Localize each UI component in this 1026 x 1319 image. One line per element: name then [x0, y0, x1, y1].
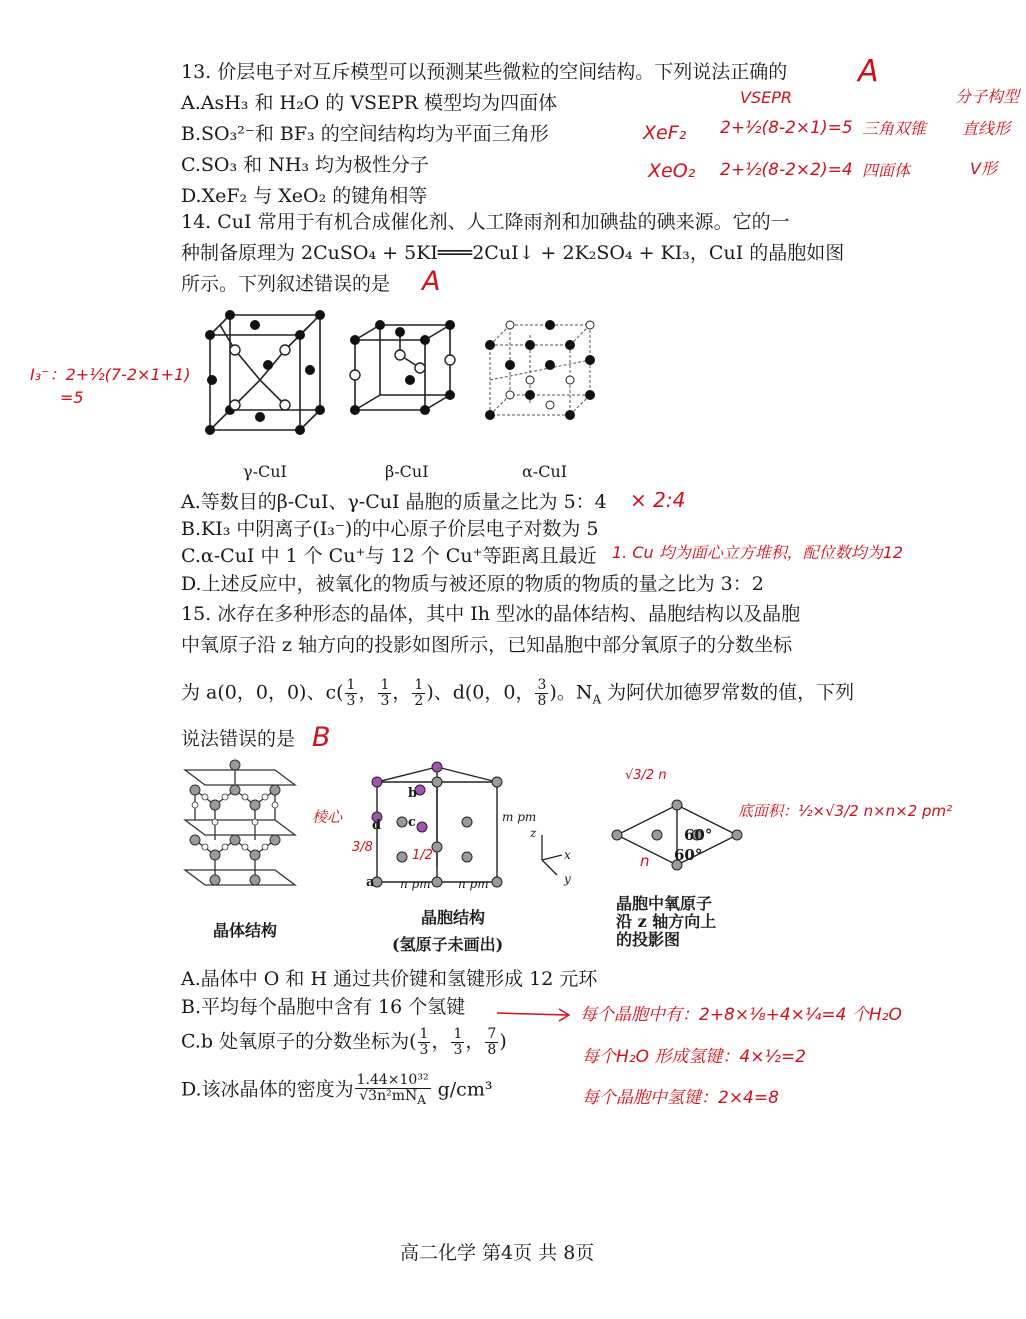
q14-stem-line2: 种制备原理为 2CuSO₄ + 5KI═══2CuI↓ + 2K₂SO₄ + KI₃，CuI 的晶胞如图 — [181, 242, 845, 264]
note-base-area: 底面积：½×√3/2 n×n×2 pm² — [738, 802, 953, 820]
q15-stem-line4: 说法错误的是 — [181, 728, 296, 750]
note-xeo2-calc: 2+½(8-2×2)=4 — [720, 160, 853, 180]
caption-unit-cell-note: (氢原子未画出) — [392, 935, 504, 954]
label-m-pm: m pm — [502, 810, 537, 824]
note-xef2-vsepr: 三角双锥 — [862, 119, 927, 138]
note-vsepr-label: VSEPR — [740, 88, 792, 107]
note-edge-center: 棱心 — [312, 808, 343, 826]
caption-beta-cui: β-CuI — [385, 462, 429, 481]
page-footer: 高二化学 第4页 共 8页 — [400, 1242, 595, 1264]
q15-stem-line2: 中氧原子沿 z 轴方向的投影如图所示，已知晶胞中部分氧原子的分数坐标 — [181, 634, 793, 656]
note-i3-calc: I₃⁻：2+½(7-2×1+1) — [30, 365, 191, 384]
note-b-bonds-per-water: 每个H₂O 形成氢键：4×½=2 — [582, 1047, 806, 1067]
q13-option-c: C.SO₃ 和 NH₃ 均为极性分子 — [181, 154, 430, 176]
beta-cui-cell — [350, 320, 470, 430]
label-point-a: a — [366, 875, 375, 890]
q13-answer: A — [858, 54, 879, 89]
label-point-c: c — [408, 815, 416, 830]
q13-option-b: B.SO₃²⁻和 BF₃ 的空间结构均为平面三角形 — [181, 123, 549, 145]
q15-option-d: D.该冰晶体的密度为 $\frac{\text{1.44×10³²}}{√3n^2mN_A}$ g/cm³ — [181, 1072, 493, 1107]
note-xef2: XeF₂ — [643, 122, 687, 144]
angle-label-2: 60° — [674, 846, 703, 864]
q14-option-d: D.上述反应中，被氧化的物质与被还原的物质的物质的量之比为 3：2 — [181, 573, 764, 595]
annotation-arrow — [497, 1003, 577, 1023]
note-frac-3-8: 3/8 — [352, 840, 373, 855]
axis-z-label: z — [530, 826, 537, 840]
ice-unit-cell — [372, 762, 522, 882]
note-i3-result: =5 — [60, 388, 84, 407]
caption-crystal-structure: 晶体结构 — [213, 921, 278, 940]
q14-stem-line1: 14. CuI 常用于有机合成催化剂、人工降雨剂和加碘盐的碘来源。它的一 — [181, 211, 790, 233]
note-xeo2: XeO₂ — [648, 160, 696, 182]
q13-stem: 13. 价层电子对互斥模型可以预测某些微粒的空间结构。下列说法正确的 — [181, 61, 788, 83]
caption-projection: 晶胞中氧原子 沿 z 轴方向上 的投影图 — [616, 894, 717, 949]
q15-option-c: C.b 处氧原子的分数坐标为( $\frac{1}{3}$ ， $\frac{1}{3}$ ， $\frac{7}{8}$ ) — [181, 1026, 507, 1058]
axis-indicator — [532, 830, 582, 880]
q15-stem-line3: 为 a(0，0，0)、c( $\frac{1}{3}$ ， $\frac{1}{3}$ ， $\frac{1}{2}$ )、d(0，0， $\frac{3}{8}$ )。$N_A$ 为阿伏加德罗常数的值，下列 — [181, 677, 855, 709]
label-n-pm-1: n pm — [400, 877, 431, 891]
note-shape-label: 分子构型 — [955, 87, 1020, 106]
label-point-b: b — [408, 786, 418, 801]
note-q14a-mark: × 2:4 — [630, 488, 686, 512]
q14-answer: A — [422, 266, 441, 297]
note-n-mark: n — [640, 852, 650, 870]
q15-stem-line1: 15. 冰存在多种形态的晶体，其中 Ih 型冰的晶体结构、晶胞结构以及晶胞 — [181, 603, 801, 625]
q14-stem-line3: 所示。下列叙述错误的是 — [181, 273, 391, 295]
note-frac-1-2: 1/2 — [412, 848, 433, 863]
note-xef2-calc: 2+½(8-2×1)=5 — [720, 118, 853, 138]
q14-option-a: A.等数目的β-CuI、γ-CuI 晶胞的质量之比为 5：4 — [181, 491, 607, 513]
q15-option-b: B.平均每个晶胞中含有 16 个氢键 — [181, 996, 466, 1018]
q15-option-a: A.晶体中 O 和 H 通过共价键和氢键形成 12 元环 — [181, 968, 598, 990]
note-xeo2-vsepr: 四面体 — [862, 161, 911, 180]
axis-y-label: y — [564, 872, 571, 886]
q13-option-d: D.XeF₂ 与 XeO₂ 的键角相等 — [181, 185, 428, 207]
q13-option-a: A.AsH₃ 和 H₂O 的 VSEPR 模型均为四面体 — [181, 92, 558, 114]
q14-option-c: C.α-CuI 中 1 个 Cu⁺与 12 个 Cu⁺等距离且最近 — [181, 545, 597, 567]
q15-answer: B — [312, 722, 331, 753]
note-xef2-shape: 直线形 — [962, 119, 1011, 138]
caption-gamma-cui: γ-CuI — [243, 462, 287, 481]
alpha-cui-cell — [485, 320, 605, 430]
note-xeo2-shape: V形 — [970, 159, 997, 178]
caption-alpha-cui: α-CuI — [522, 462, 568, 481]
caption-unit-cell: 晶胞结构 — [421, 908, 486, 927]
label-point-d: d — [372, 818, 382, 833]
note-sqrt3-n: √3/2 n — [625, 768, 667, 783]
gamma-cui-cell — [200, 305, 340, 445]
axis-x-label: x — [564, 848, 571, 862]
label-n-pm-2: n pm — [458, 877, 489, 891]
note-b-water-count: 每个晶胞中有：2+8×⅛+4×¼=4 个H₂O — [580, 1005, 902, 1025]
note-b-bonds-per-cell: 每个晶胞中氢键：2×4=8 — [582, 1088, 779, 1108]
note-q14c: 1. Cu 均为面心立方堆积，配位数均为12 — [612, 543, 904, 562]
ice-crystal-structure — [185, 760, 295, 890]
angle-label-1: 60° — [684, 826, 713, 844]
q14-option-b: B.KI₃ 中阴离子(I₃⁻)的中心原子价层电子对数为 5 — [181, 518, 599, 540]
